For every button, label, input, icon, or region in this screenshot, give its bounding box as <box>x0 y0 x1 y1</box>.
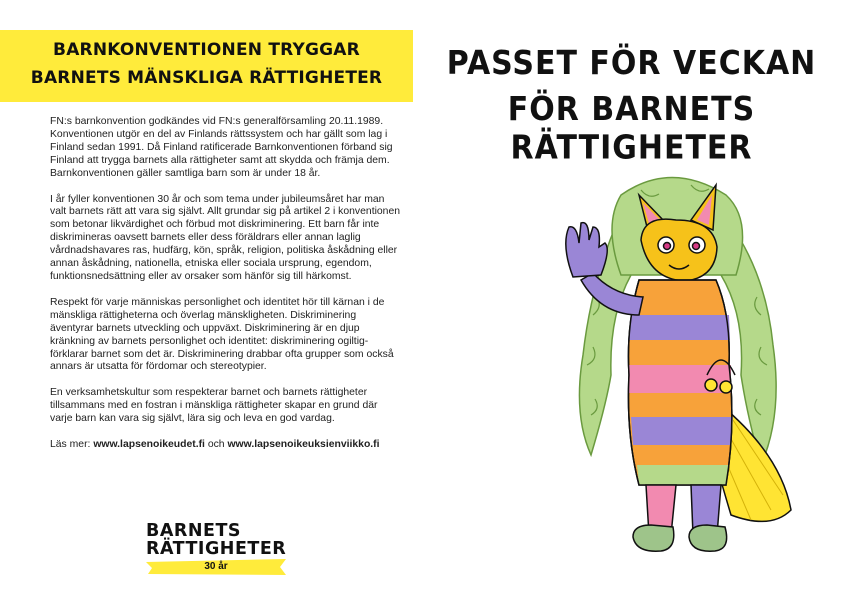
paragraph-2: I år fyller konventionen 30 år och som tema under jubileumsåret har man valt barnets rätt att vara sig självt. Allt grundar sig på artikel 2 i konventionen som betonar likvärdighet och förbud mot diskriminering. Ett barn får inte diskrimineras oavsett barnets eller dess föräldrars eller annan laglig vårdnadshavares ras, hudfärg, kön, språk, religion, politiska åskådning eller annan åskådning, nationella, etniska eller sociala ursprung, egendom, funktionsnedsättning eller av orsaker som hänför sig till härkomst. <box>50 193 400 282</box>
banner-title-line-1: BARNKONVENTIONEN TRYGGAR <box>53 40 360 60</box>
read-more <box>50 439 402 452</box>
paragraph-3: Respekt för varje människas personlighet och identitet hör till kärnan i de mänskliga rättigheterna och överlag mänskligheten. Diskriminering äventyrar barnets utveckling och uppväxt. Diskriminering är en djup kränkning av barnets personlighet och identitet: diskriminering ogiltig-förklarar barnet som det är. Diskriminering drabbar ofta grupper som också annars är utsatta för fördomar och stereotypier. <box>50 296 394 373</box>
logo-year: 30 år <box>204 561 228 572</box>
barnets-rattigheter-logo <box>146 521 286 577</box>
logo-line-1: BARNETS <box>146 521 241 541</box>
creature-illustration <box>521 165 831 575</box>
read-more-prefix: Läs mer: <box>50 439 94 451</box>
link-lapsenoikeudet[interactable]: www.lapsenoikeudet.fi <box>93 439 205 451</box>
banner-title-line-2: BARNETS MÄNSKLIGA RÄTTIGHETER <box>30 68 383 88</box>
header-banner <box>0 30 413 102</box>
body-text <box>50 116 402 465</box>
link-lapsenoikeuksienviikko[interactable]: www.lapsenoikeuksienviikko.fi <box>227 439 380 451</box>
page-title-line-2: FÖR BARNETS RÄTTIGHETER <box>507 90 756 168</box>
paragraph-4: En verksamhetskultur som respekterar barnet och barnets rättigheter tillsammans med en fostran i mänskliga rättigheter skapar en grund där varje barn kan vara sig självt, lära sig och leva en god vardag. <box>50 387 378 425</box>
logo-line-2: RÄTTIGHETER <box>146 539 287 559</box>
page-title-line-1: PASSET FÖR VECKAN <box>446 44 817 83</box>
paragraph-1: FN:s barnkonvention godkändes vid FN:s generalförsamling 20.11.1989. Konventionen utgör en del av Finlands rättssystem och har gällt som lag i Finland sedan 1991. Då Finland ratificerade Barnkonventionen förband sig Finland att trygga barnets alla rättigheter samt att skydda och främja dem. Barnkonventionen gäller samtliga barn som är under 18 år. <box>50 116 393 179</box>
read-more-joiner: och <box>204 439 228 451</box>
legs-and-boots-icon <box>633 485 727 551</box>
right-page <box>421 0 842 595</box>
